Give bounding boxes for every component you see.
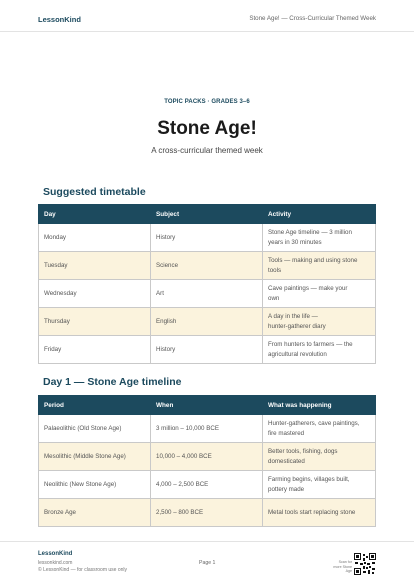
table-header-row <box>39 396 376 415</box>
page-footer <box>0 541 414 585</box>
day-cell: Thursday <box>39 308 151 336</box>
activity-line: years in 30 minutes <box>268 238 322 246</box>
activity-cell <box>263 280 376 308</box>
what-line: Farming begins, villages built, <box>268 475 350 483</box>
table-row <box>39 415 376 443</box>
what-cell: Metal tools start replacing stone <box>263 499 376 527</box>
table-row <box>39 308 376 336</box>
column-header-when: When <box>151 396 263 415</box>
what-cell <box>263 415 376 443</box>
day-cell: Tuesday <box>39 252 151 280</box>
activity-line: Tools — making and using stone <box>268 256 358 264</box>
when-cell: 2,500 – 800 BCE <box>151 499 263 527</box>
column-header-activity: Activity <box>263 205 376 224</box>
qr-caption-line: Scan for <box>338 560 352 564</box>
column-header-subject: Subject <box>151 205 263 224</box>
table-row <box>39 336 376 364</box>
column-header-what: What was happening <box>263 396 376 415</box>
header-document-title: Stone Age! — Cross-Curricular Themed Week <box>249 15 376 22</box>
activity-line: hunter-gatherer diary <box>268 322 326 330</box>
subject-cell: History <box>151 336 263 364</box>
period-cell: Neolithic (New Stone Age) <box>39 471 151 499</box>
what-line: domesticated <box>268 457 305 465</box>
when-cell: 10,000 – 4,000 BCE <box>151 443 263 471</box>
page-subtitle: A cross-curricular themed week <box>151 146 263 155</box>
day-cell: Monday <box>39 224 151 252</box>
brand-logo: LessonKind <box>38 15 81 24</box>
when-cell: 4,000 – 2,500 BCE <box>151 471 263 499</box>
qr-code-icon <box>354 553 376 575</box>
topic-kicker: TOPIC PACKS · GRADES 3–6 <box>164 99 250 105</box>
activity-line: A day in the life — <box>268 312 318 320</box>
subject-cell: English <box>151 308 263 336</box>
what-line: fire mastered <box>268 429 305 437</box>
page-title: Stone Age! <box>157 118 257 139</box>
timetable-table <box>38 204 376 364</box>
period-cell: Mesolithic (Middle Stone Age) <box>39 443 151 471</box>
activity-line: tools <box>268 266 282 274</box>
table-row <box>39 224 376 252</box>
day-cell: Friday <box>39 336 151 364</box>
activity-line: Stone Age timeline — 3 million <box>268 228 352 236</box>
timetable-heading: Suggested timetable <box>43 186 146 198</box>
footer-copyright: © LessonKind — for classroom use only <box>38 567 128 573</box>
day1-timeline-table <box>38 395 376 527</box>
page-header <box>0 0 414 32</box>
table-row <box>39 280 376 308</box>
table-row <box>39 499 376 527</box>
table-row <box>39 252 376 280</box>
what-cell <box>263 471 376 499</box>
table-header-row <box>39 205 376 224</box>
column-header-day: Day <box>39 205 151 224</box>
activity-cell <box>263 336 376 364</box>
qr-caption <box>330 560 352 574</box>
activity-line: agricultural revolution <box>268 350 327 358</box>
period-cell: Palaeolithic (Old Stone Age) <box>39 415 151 443</box>
when-cell: 3 million – 10,000 BCE <box>151 415 263 443</box>
qr-caption-line: more Stone Age <box>333 564 352 573</box>
subject-cell: Art <box>151 280 263 308</box>
activity-cell <box>263 224 376 252</box>
activity-cell <box>263 308 376 336</box>
activity-line: own <box>268 294 280 302</box>
column-header-period: Period <box>39 396 151 415</box>
what-line: Better tools, fishing, dogs <box>268 447 338 455</box>
day1-heading: Day 1 — Stone Age timeline <box>43 376 182 388</box>
what-cell <box>263 443 376 471</box>
activity-cell <box>263 252 376 280</box>
period-cell: Bronze Age <box>39 499 151 527</box>
footer-site-link[interactable]: lessonkind.com <box>38 560 73 566</box>
day-cell: Wednesday <box>39 280 151 308</box>
what-line: Hunter-gatherers, cave paintings, <box>268 419 360 427</box>
activity-line: From hunters to farmers — the <box>268 340 353 348</box>
subject-cell: Science <box>151 252 263 280</box>
activity-line: Cave paintings — make your <box>268 284 348 292</box>
footer-brand: LessonKind <box>38 551 73 557</box>
what-line: pottery made <box>268 485 305 493</box>
table-row <box>39 471 376 499</box>
page-number: Page 1 <box>199 560 216 566</box>
table-row <box>39 443 376 471</box>
subject-cell: History <box>151 224 263 252</box>
